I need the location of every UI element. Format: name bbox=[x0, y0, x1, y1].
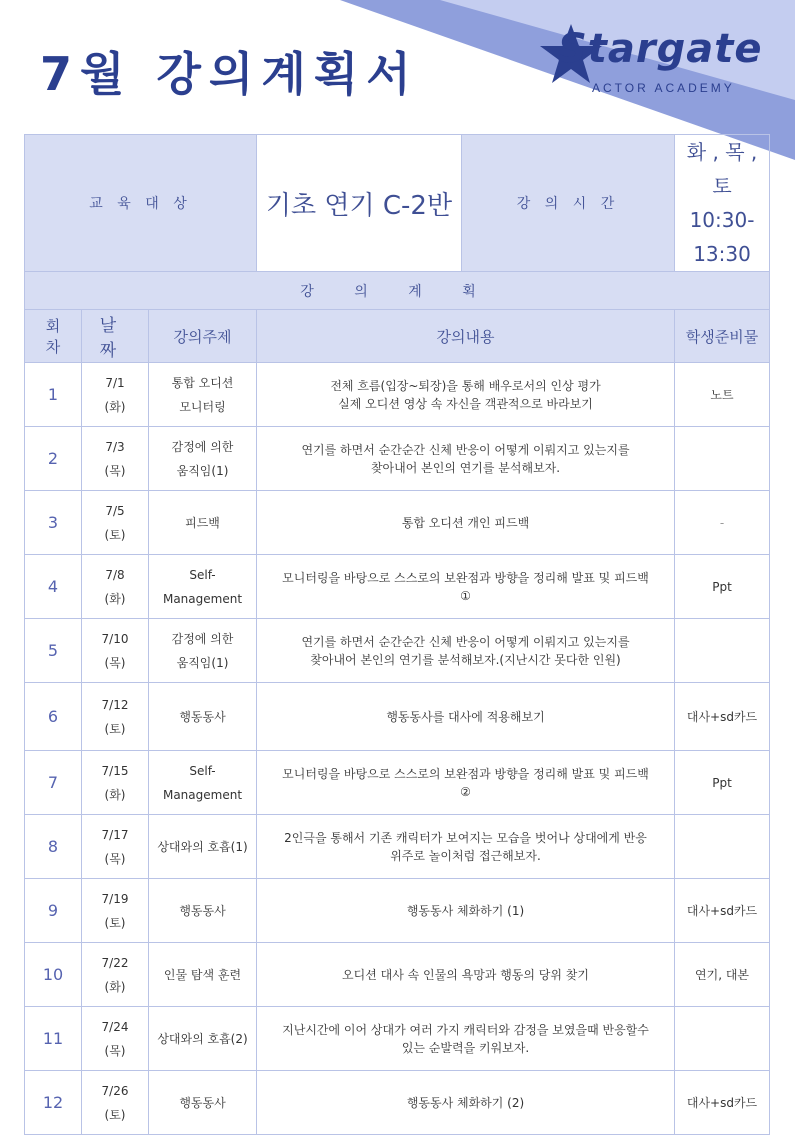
session-topic bbox=[149, 943, 257, 1007]
session-content bbox=[257, 555, 675, 619]
content-line: 지난시간에 이어 상대가 여러 가지 캐릭터와 감정을 보였을때 반응할수 bbox=[282, 1022, 649, 1037]
session-prep bbox=[675, 427, 770, 491]
page-title: 7월 강의계획서 bbox=[40, 47, 419, 101]
session-number: 3 bbox=[25, 491, 82, 555]
session-topic bbox=[149, 683, 257, 751]
session-prep: 노트 bbox=[675, 363, 770, 427]
table-row bbox=[25, 427, 770, 491]
topic-line: 감정에 의한 bbox=[171, 631, 234, 646]
session-content bbox=[257, 427, 675, 491]
session-number: 10 bbox=[25, 943, 82, 1007]
session-prep: 대사+sd카드 bbox=[675, 683, 770, 751]
topic-line: Management bbox=[162, 787, 243, 802]
content-line: 찾아내어 본인의 연기를 분석해보자.(지난시간 못다한 인원) bbox=[310, 652, 621, 667]
session-date bbox=[82, 751, 149, 815]
topic-line: 움직임(1) bbox=[176, 463, 229, 478]
table-row bbox=[25, 815, 770, 879]
topic-line: 행동동사 bbox=[179, 709, 226, 724]
topic-line: 감정에 의한 bbox=[171, 439, 234, 454]
logo-name: Stargate bbox=[558, 26, 763, 72]
table-row bbox=[25, 555, 770, 619]
session-date bbox=[82, 879, 149, 943]
weekday: (토) bbox=[104, 527, 126, 542]
session-prep: 대사+sd카드 bbox=[675, 1071, 770, 1135]
weekday: (화) bbox=[104, 787, 126, 802]
info-row bbox=[25, 135, 770, 272]
table-row bbox=[25, 1007, 770, 1071]
session-prep bbox=[675, 619, 770, 683]
session-content bbox=[257, 879, 675, 943]
time-label: 강 의 시 간 bbox=[462, 135, 675, 272]
content-line: ① bbox=[460, 588, 471, 603]
session-date bbox=[82, 427, 149, 491]
session-date bbox=[82, 683, 149, 751]
session-date bbox=[82, 491, 149, 555]
session-number: 7 bbox=[25, 751, 82, 815]
target-label: 교 육 대 상 bbox=[25, 135, 257, 272]
session-number: 12 bbox=[25, 1071, 82, 1135]
session-prep: Ppt bbox=[675, 555, 770, 619]
date-value: 7/1 bbox=[105, 375, 125, 390]
session-date bbox=[82, 1007, 149, 1071]
date-value: 7/26 bbox=[101, 1083, 129, 1098]
topic-line: Self- bbox=[189, 763, 216, 778]
content-line: 위주로 놀이처럼 접근해보자. bbox=[390, 848, 541, 863]
content-line: 있는 순발력을 키워보자. bbox=[401, 1040, 530, 1055]
col-content: 강의내용 bbox=[257, 310, 675, 363]
lecture-plan-table bbox=[24, 134, 770, 1135]
session-prep: 대사+sd카드 bbox=[675, 879, 770, 943]
session-topic bbox=[149, 363, 257, 427]
col-date: 날 짜 bbox=[82, 310, 149, 363]
col-no-line2: 차 bbox=[45, 338, 61, 356]
session-number: 1 bbox=[25, 363, 82, 427]
session-topic bbox=[149, 1071, 257, 1135]
content-line: 찾아내어 본인의 연기를 분석해보자. bbox=[370, 460, 561, 475]
session-content bbox=[257, 363, 675, 427]
session-content bbox=[257, 815, 675, 879]
weekday: (목) bbox=[104, 463, 126, 478]
session-date bbox=[82, 619, 149, 683]
session-number: 6 bbox=[25, 683, 82, 751]
date-value: 7/24 bbox=[101, 1019, 129, 1034]
lecture-days: 화 , 목 , 토 bbox=[686, 140, 758, 198]
plan-rows bbox=[25, 363, 770, 1135]
session-content bbox=[257, 751, 675, 815]
topic-line: 상대와의 호흡(2) bbox=[157, 1031, 248, 1046]
weekday: (목) bbox=[104, 851, 126, 866]
session-content bbox=[257, 1007, 675, 1071]
session-prep: Ppt bbox=[675, 751, 770, 815]
weekday: (토) bbox=[104, 1107, 126, 1122]
content-line: 행동동사 체화하기 (1) bbox=[406, 903, 525, 918]
table-row bbox=[25, 751, 770, 815]
session-topic bbox=[149, 879, 257, 943]
session-topic bbox=[149, 491, 257, 555]
session-topic bbox=[149, 555, 257, 619]
content-line: 연기를 하면서 순간순간 신체 반응이 어떻게 이뤄지고 있는지를 bbox=[301, 634, 630, 649]
content-line: 모니터링을 바탕으로 스스로의 보완점과 방향을 정리해 발표 및 피드백 bbox=[282, 570, 649, 585]
stargate-logo bbox=[536, 18, 766, 98]
content-line: ② bbox=[460, 784, 471, 799]
session-topic bbox=[149, 427, 257, 491]
topic-line: Self- bbox=[189, 567, 216, 582]
date-value: 7/22 bbox=[101, 955, 129, 970]
section-title: 강 의 계 획 bbox=[25, 272, 770, 310]
date-value: 7/10 bbox=[101, 631, 129, 646]
content-line: 실제 오디션 영상 속 자신을 객관적으로 바라보기 bbox=[338, 396, 593, 411]
table-row bbox=[25, 491, 770, 555]
session-topic bbox=[149, 815, 257, 879]
col-no bbox=[25, 310, 82, 363]
content-line: 행동동사 체화하기 (2) bbox=[406, 1095, 525, 1110]
time-value bbox=[675, 135, 770, 272]
session-number: 8 bbox=[25, 815, 82, 879]
session-content bbox=[257, 683, 675, 751]
col-no-line1: 회 bbox=[45, 317, 61, 335]
topic-line: 통합 오디션 bbox=[171, 375, 234, 390]
session-number: 11 bbox=[25, 1007, 82, 1071]
table-row bbox=[25, 879, 770, 943]
topic-line: 행동동사 bbox=[179, 1095, 226, 1110]
session-date bbox=[82, 815, 149, 879]
content-line: 연기를 하면서 순간순간 신체 반응이 어떻게 이뤄지고 있는지를 bbox=[301, 442, 630, 457]
session-content bbox=[257, 943, 675, 1007]
topic-line: 모니터링 bbox=[179, 399, 226, 414]
content-line: 통합 오디션 개인 피드백 bbox=[401, 515, 530, 530]
lecture-hours: 10:30-13:30 bbox=[689, 208, 755, 266]
session-content bbox=[257, 619, 675, 683]
session-number: 9 bbox=[25, 879, 82, 943]
session-content bbox=[257, 1071, 675, 1135]
session-number: 2 bbox=[25, 427, 82, 491]
weekday: (화) bbox=[104, 399, 126, 414]
logo-subtitle: ACTOR ACADEMY bbox=[592, 81, 735, 95]
content-line: 모니터링을 바탕으로 스스로의 보완점과 방향을 정리해 발표 및 피드백 bbox=[282, 766, 649, 781]
session-date bbox=[82, 555, 149, 619]
date-value: 7/17 bbox=[101, 827, 129, 842]
weekday: (목) bbox=[104, 1043, 126, 1058]
session-date bbox=[82, 1071, 149, 1135]
table-row bbox=[25, 683, 770, 751]
date-value: 7/5 bbox=[105, 503, 125, 518]
col-prep: 학생준비물 bbox=[675, 310, 770, 363]
topic-line: Management bbox=[162, 591, 243, 606]
topic-line: 행동동사 bbox=[179, 903, 226, 918]
date-value: 7/3 bbox=[105, 439, 125, 454]
content-line: 전체 흐름(입장~퇴장)을 통해 배우로서의 인상 평가 bbox=[330, 378, 601, 393]
date-value: 7/15 bbox=[101, 763, 129, 778]
session-topic bbox=[149, 1007, 257, 1071]
topic-line: 상대와의 호흡(1) bbox=[157, 839, 248, 854]
weekday: (화) bbox=[104, 591, 126, 606]
weekday: (토) bbox=[104, 915, 126, 930]
session-number: 4 bbox=[25, 555, 82, 619]
weekday: (목) bbox=[104, 655, 126, 670]
column-header-row bbox=[25, 310, 770, 363]
table-row bbox=[25, 363, 770, 427]
topic-line: 피드백 bbox=[185, 515, 220, 530]
date-value: 7/12 bbox=[101, 697, 129, 712]
session-content bbox=[257, 491, 675, 555]
session-prep: 연기, 대본 bbox=[675, 943, 770, 1007]
session-prep bbox=[675, 1007, 770, 1071]
session-prep bbox=[675, 815, 770, 879]
table-row bbox=[25, 943, 770, 1007]
session-number: 5 bbox=[25, 619, 82, 683]
session-prep: - bbox=[675, 491, 770, 555]
content-line: 행동동사를 대사에 적용해보기 bbox=[386, 709, 545, 724]
weekday: (토) bbox=[104, 721, 126, 736]
weekday: (화) bbox=[104, 979, 126, 994]
session-date bbox=[82, 943, 149, 1007]
session-topic bbox=[149, 619, 257, 683]
topic-line: 인물 탐색 훈련 bbox=[163, 967, 242, 982]
date-value: 7/19 bbox=[101, 891, 129, 906]
col-topic: 강의주제 bbox=[149, 310, 257, 363]
session-topic bbox=[149, 751, 257, 815]
table-row bbox=[25, 1071, 770, 1135]
topic-line: 움직임(1) bbox=[176, 655, 229, 670]
table-row bbox=[25, 619, 770, 683]
date-value: 7/8 bbox=[105, 567, 125, 582]
target-value: 기초 연기 C-2반 bbox=[257, 135, 462, 272]
content-line: 2인극을 통해서 기존 캐릭터가 보여지는 모습을 벗어나 상대에게 반응 bbox=[284, 830, 647, 845]
content-line: 오디션 대사 속 인물의 욕망과 행동의 당위 찾기 bbox=[342, 967, 589, 982]
session-date bbox=[82, 363, 149, 427]
